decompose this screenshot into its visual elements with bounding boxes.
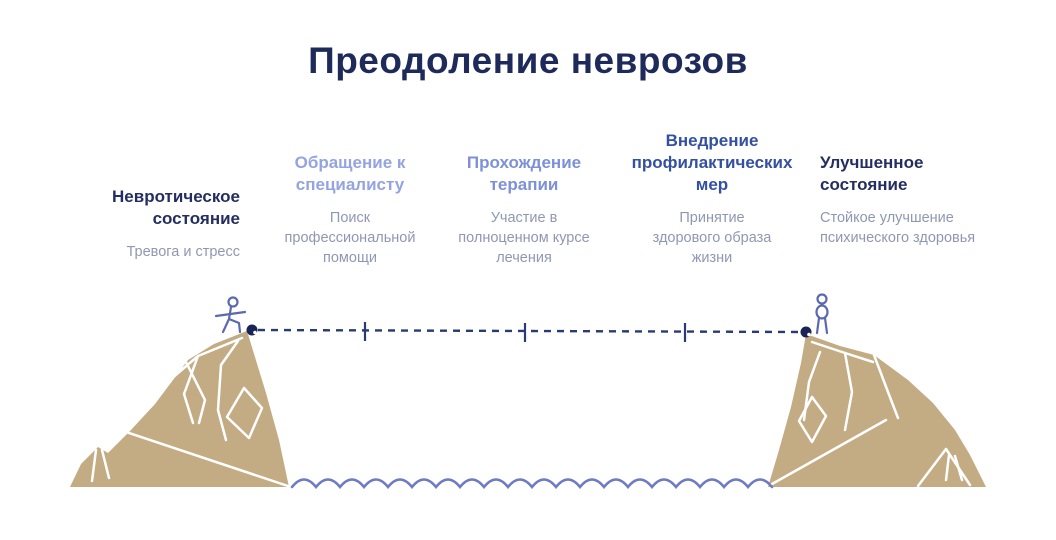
stage-description: Участие в полноценном курсе лечения bbox=[458, 210, 590, 266]
stage-description: Принятие здорового образа жизни bbox=[652, 210, 772, 266]
stage-description: Тревога и стресс bbox=[126, 244, 240, 260]
dashed-tightrope-line bbox=[258, 322, 800, 342]
stage-heading: Прохождение терапии bbox=[466, 153, 582, 194]
stage-description: Стойкое улучшение психического здоровья bbox=[820, 210, 976, 246]
stage-heading: Обращение к специалисту bbox=[294, 153, 406, 194]
stage-heading: Улучшенное состояние bbox=[820, 153, 924, 194]
water-wave bbox=[292, 480, 772, 488]
stage-heading: Невротическое состояние bbox=[112, 187, 240, 228]
rope-anchor-left bbox=[247, 325, 258, 336]
standing-person-icon bbox=[817, 295, 828, 334]
stage-description: Поиск профессиональной помощи bbox=[284, 210, 416, 266]
left-cliff-icon bbox=[70, 331, 289, 487]
stage-heading: Внедрение профилактических мер bbox=[631, 131, 793, 194]
rope-anchor-right bbox=[801, 327, 812, 338]
right-cliff-icon bbox=[768, 334, 986, 487]
page-title: Преодоление неврозов bbox=[308, 40, 748, 81]
tightrope-walker-icon bbox=[216, 298, 245, 333]
